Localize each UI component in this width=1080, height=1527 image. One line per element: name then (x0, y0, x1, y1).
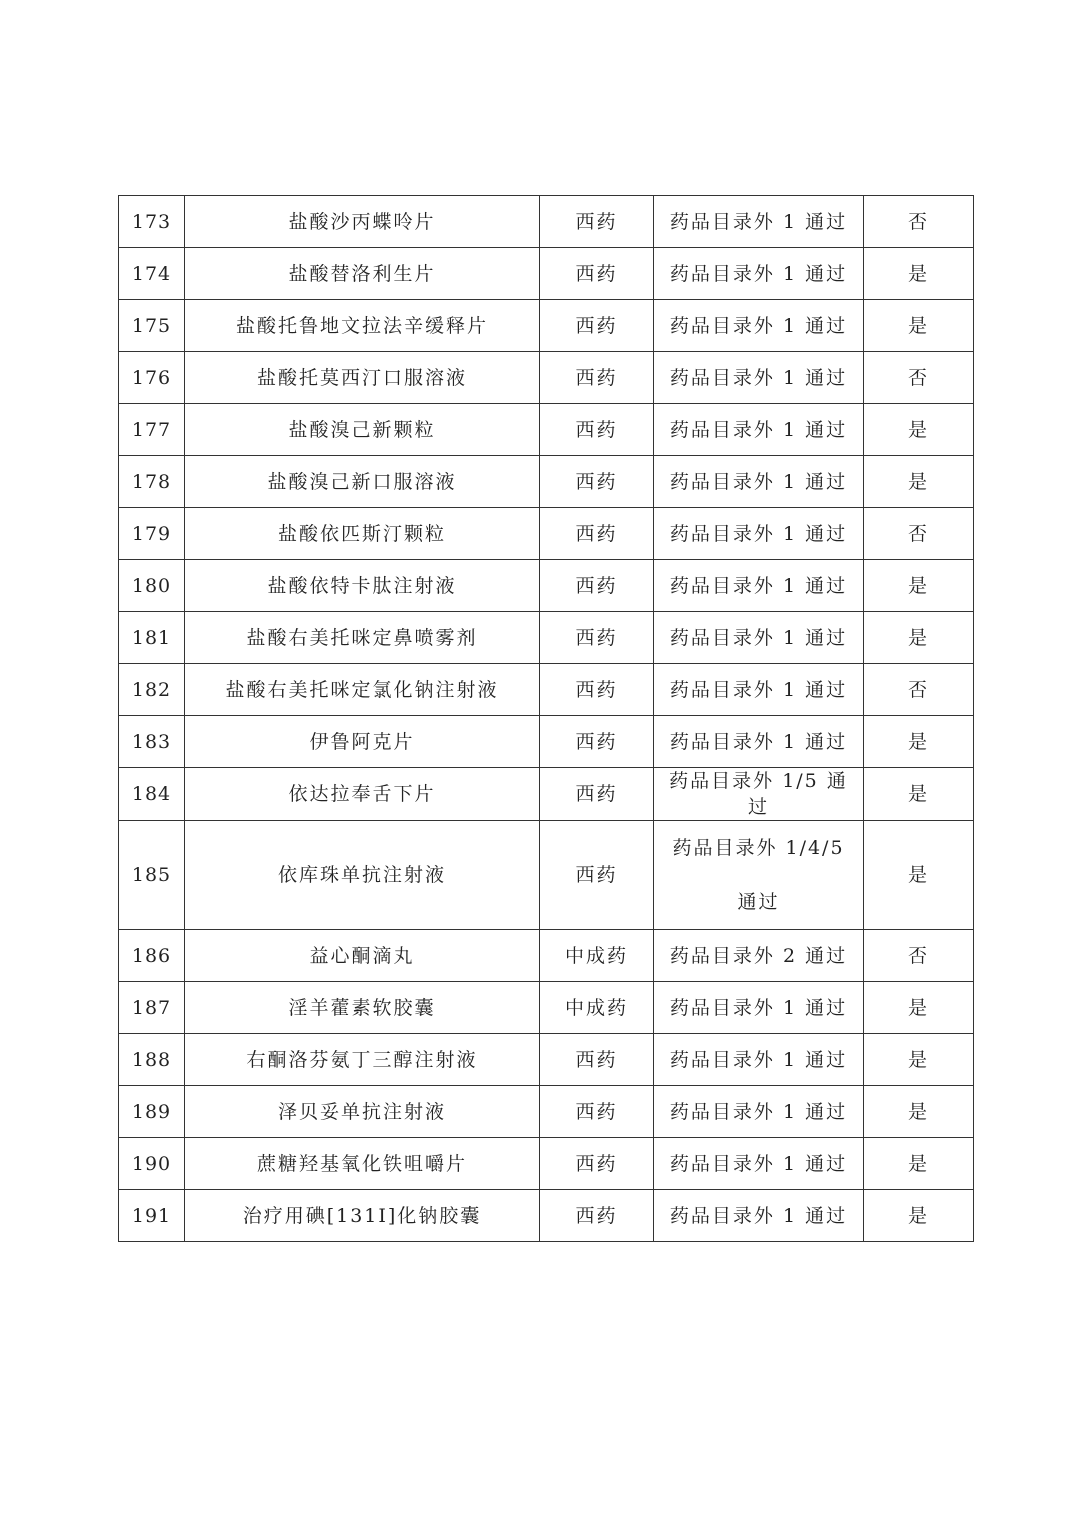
drug-name-cell: 盐酸右美托咪定鼻喷雾剂 (185, 612, 540, 664)
table-row (119, 1034, 974, 1086)
drug-type-cell: 西药 (540, 352, 654, 404)
drug-name-cell: 盐酸托莫西汀口服溶液 (185, 352, 540, 404)
row-number-cell: 191 (119, 1190, 185, 1242)
drug-name-cell: 依库珠单抗注射液 (185, 821, 540, 930)
flag-cell: 是 (864, 768, 974, 821)
table-row (119, 300, 974, 352)
review-result-cell: 药品目录外 1/5 通过 (654, 768, 864, 821)
review-result-cell: 药品目录外 1 通过 (654, 196, 864, 248)
flag-cell: 是 (864, 1190, 974, 1242)
row-number-cell: 185 (119, 821, 185, 930)
review-result-cell: 药品目录外 1 通过 (654, 1086, 864, 1138)
drug-name-cell: 益心酮滴丸 (185, 930, 540, 982)
drug-type-cell: 西药 (540, 1190, 654, 1242)
review-result-cell: 药品目录外 1 通过 (654, 560, 864, 612)
review-result-cell: 药品目录外 1/4/5 通过 (654, 821, 864, 930)
flag-cell: 是 (864, 300, 974, 352)
review-result-cell: 药品目录外 1 通过 (654, 612, 864, 664)
flag-cell: 是 (864, 716, 974, 768)
table-row (119, 664, 974, 716)
table-row (119, 716, 974, 768)
row-number-cell: 173 (119, 196, 185, 248)
flag-cell: 否 (864, 196, 974, 248)
review-result-cell: 药品目录外 1 通过 (654, 716, 864, 768)
review-result-cell: 药品目录外 1 通过 (654, 248, 864, 300)
drug-name-cell: 盐酸溴己新口服溶液 (185, 456, 540, 508)
drug-name-cell: 治疗用碘[131I]化钠胶囊 (185, 1190, 540, 1242)
review-result-cell: 药品目录外 1 通过 (654, 982, 864, 1034)
row-number-cell: 189 (119, 1086, 185, 1138)
drug-type-cell: 中成药 (540, 930, 654, 982)
review-result-cell: 药品目录外 1 通过 (654, 1190, 864, 1242)
table-row (119, 1138, 974, 1190)
drug-name-cell: 盐酸沙丙蝶呤片 (185, 196, 540, 248)
row-number-cell: 187 (119, 982, 185, 1034)
drug-type-cell: 西药 (540, 1034, 654, 1086)
table-row (119, 560, 974, 612)
table-row (119, 248, 974, 300)
drug-name-cell: 淫羊藿素软胶囊 (185, 982, 540, 1034)
drug-list-table (118, 195, 974, 1242)
review-result-cell: 药品目录外 1 通过 (654, 508, 864, 560)
flag-cell: 是 (864, 1138, 974, 1190)
drug-type-cell: 西药 (540, 196, 654, 248)
row-number-cell: 179 (119, 508, 185, 560)
row-number-cell: 190 (119, 1138, 185, 1190)
drug-type-cell: 中成药 (540, 982, 654, 1034)
table-row (119, 404, 974, 456)
drug-type-cell: 西药 (540, 300, 654, 352)
row-number-cell: 177 (119, 404, 185, 456)
flag-cell: 否 (864, 664, 974, 716)
flag-cell: 是 (864, 248, 974, 300)
table-row (119, 196, 974, 248)
drug-type-cell: 西药 (540, 664, 654, 716)
table-row (119, 930, 974, 982)
review-result-cell: 药品目录外 1 通过 (654, 300, 864, 352)
review-result-cell: 药品目录外 1 通过 (654, 1138, 864, 1190)
drug-name-cell: 泽贝妥单抗注射液 (185, 1086, 540, 1138)
drug-name-cell: 盐酸托鲁地文拉法辛缓释片 (185, 300, 540, 352)
row-number-cell: 182 (119, 664, 185, 716)
flag-cell: 否 (864, 352, 974, 404)
row-number-cell: 186 (119, 930, 185, 982)
drug-type-cell: 西药 (540, 1086, 654, 1138)
drug-name-cell: 依达拉奉舌下片 (185, 768, 540, 821)
flag-cell: 是 (864, 1086, 974, 1138)
review-result-cell: 药品目录外 1 通过 (654, 1034, 864, 1086)
drug-type-cell: 西药 (540, 248, 654, 300)
drug-name-cell: 盐酸替洛利生片 (185, 248, 540, 300)
flag-cell: 是 (864, 456, 974, 508)
review-result-cell: 药品目录外 1 通过 (654, 404, 864, 456)
drug-type-cell: 西药 (540, 404, 654, 456)
table-row (119, 768, 974, 821)
drug-type-cell: 西药 (540, 768, 654, 821)
drug-type-cell: 西药 (540, 612, 654, 664)
row-number-cell: 188 (119, 1034, 185, 1086)
flag-cell: 否 (864, 930, 974, 982)
review-result-cell: 药品目录外 1 通过 (654, 352, 864, 404)
row-number-cell: 183 (119, 716, 185, 768)
drug-name-cell: 蔗糖羟基氧化铁咀嚼片 (185, 1138, 540, 1190)
row-number-cell: 180 (119, 560, 185, 612)
table-row (119, 508, 974, 560)
table-row (119, 456, 974, 508)
row-number-cell: 181 (119, 612, 185, 664)
drug-type-cell: 西药 (540, 456, 654, 508)
drug-name-cell: 右酮洛芬氨丁三醇注射液 (185, 1034, 540, 1086)
drug-type-cell: 西药 (540, 1138, 654, 1190)
review-result-cell: 药品目录外 1 通过 (654, 456, 864, 508)
table-row (119, 1086, 974, 1138)
table-row (119, 821, 974, 930)
review-result-cell: 药品目录外 1 通过 (654, 664, 864, 716)
flag-cell: 是 (864, 612, 974, 664)
drug-type-cell: 西药 (540, 508, 654, 560)
drug-name-cell: 盐酸右美托咪定氯化钠注射液 (185, 664, 540, 716)
table-row (119, 352, 974, 404)
drug-type-cell: 西药 (540, 716, 654, 768)
drug-name-cell: 盐酸依特卡肽注射液 (185, 560, 540, 612)
drug-name-cell: 盐酸依匹斯汀颗粒 (185, 508, 540, 560)
row-number-cell: 178 (119, 456, 185, 508)
flag-cell: 是 (864, 404, 974, 456)
flag-cell: 否 (864, 508, 974, 560)
table-row (119, 1190, 974, 1242)
row-number-cell: 174 (119, 248, 185, 300)
drug-type-cell: 西药 (540, 560, 654, 612)
row-number-cell: 175 (119, 300, 185, 352)
flag-cell: 是 (864, 560, 974, 612)
review-result-cell: 药品目录外 2 通过 (654, 930, 864, 982)
flag-cell: 是 (864, 1034, 974, 1086)
row-number-cell: 184 (119, 768, 185, 821)
flag-cell: 是 (864, 821, 974, 930)
drug-type-cell: 西药 (540, 821, 654, 930)
row-number-cell: 176 (119, 352, 185, 404)
table-row (119, 612, 974, 664)
drug-name-cell: 伊鲁阿克片 (185, 716, 540, 768)
table-row (119, 982, 974, 1034)
table-body (119, 196, 974, 1242)
drug-name-cell: 盐酸溴己新颗粒 (185, 404, 540, 456)
flag-cell: 是 (864, 982, 974, 1034)
